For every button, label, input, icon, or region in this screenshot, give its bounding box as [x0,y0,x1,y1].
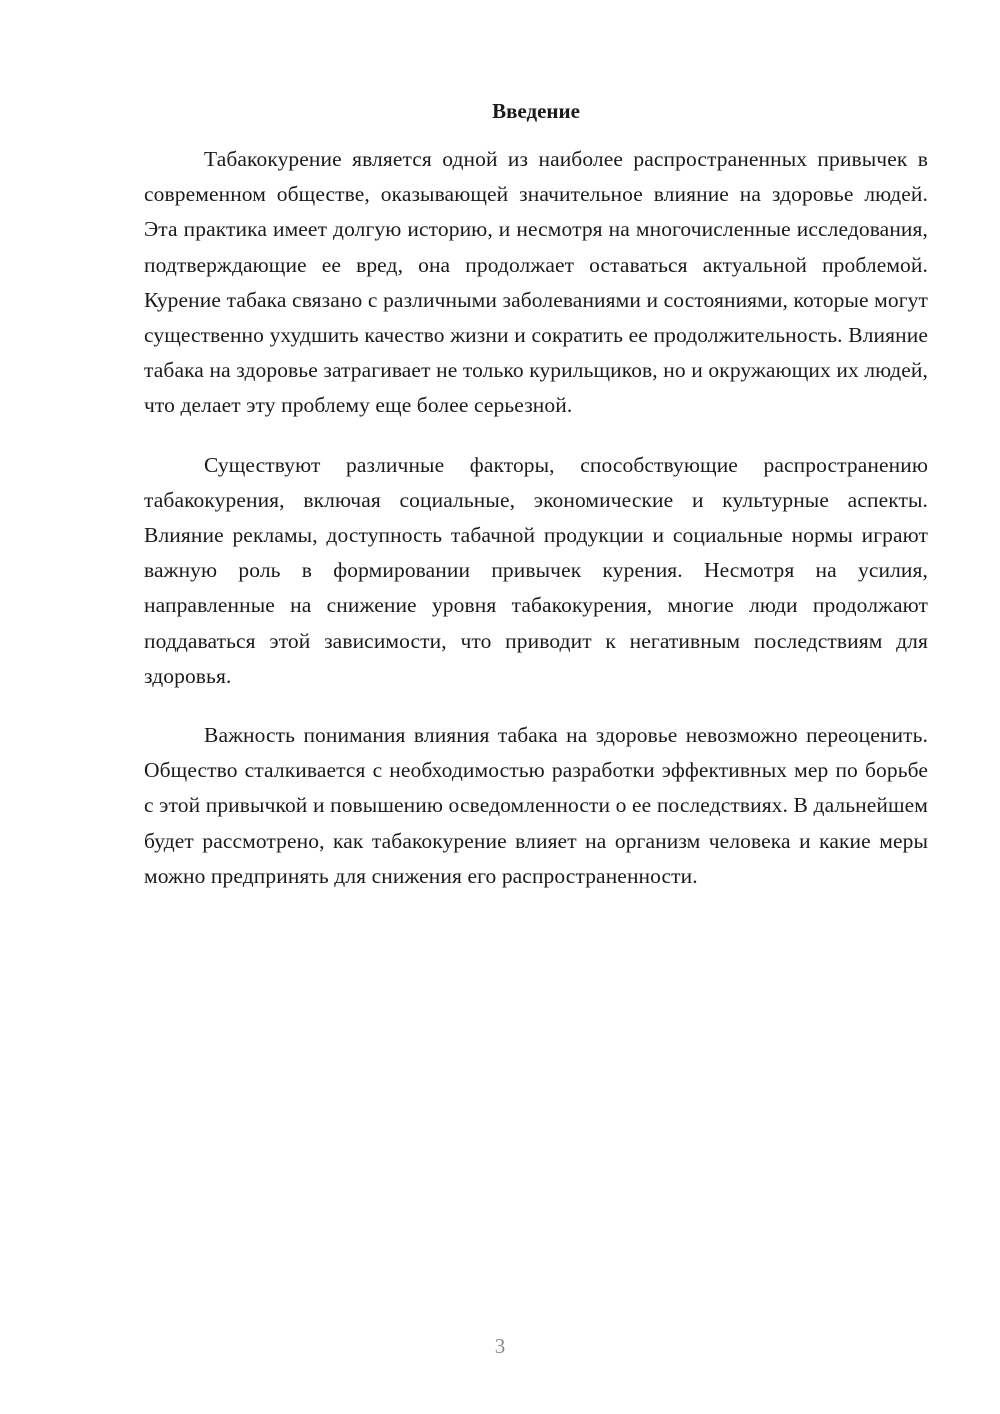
page-number: 3 [494,1334,506,1358]
paragraph-1: Табакокурение является одной из наиболее распространенных привычек в современном обществе, оказывающей значительное влияние на здоровье людей. Эта практика имеет долгую историю, и несмотря на многочисленные исследования, подтверждающие ее вред, она продолжает оставаться актуальной проблемой. Курение табака связано с различными заболеваниями и состояниями, которые могут существенно ухудшить качество жизни и сократить ее продолжительность. Влияние табака на здоровье затрагивает не только курильщиков, но и окружающих их людей, что делает эту проблему еще более серьезной. [144,147,928,418]
section-title: Введение [492,99,580,123]
paragraph-3: Важность понимания влияния табака на здоровье невозможно переоценить. Общество сталкивается с необходимостью разработки эффективных мер по борьбе с этой привычкой и повышению осведомленности о ее последствиях. В дальнейшем будет рассмотрено, как табакокурение влияет на организм человека и какие меры можно предпринять для снижения его распространенности. [144,723,928,888]
page-content [144,96,928,918]
paragraph-2: Существуют различные факторы, способствующие распространению табакокурения, включая социальные, экономические и культурные аспекты. Влияние рекламы, доступность табачной продукции и социальные нормы играют важную роль в формировании привычек курения. Несмотря на усилия, направленные на снижение уровня табакокурения, многие люди продолжают поддаваться этой зависимости, что приводит к негативным последствиям для здоровья. [144,452,928,688]
